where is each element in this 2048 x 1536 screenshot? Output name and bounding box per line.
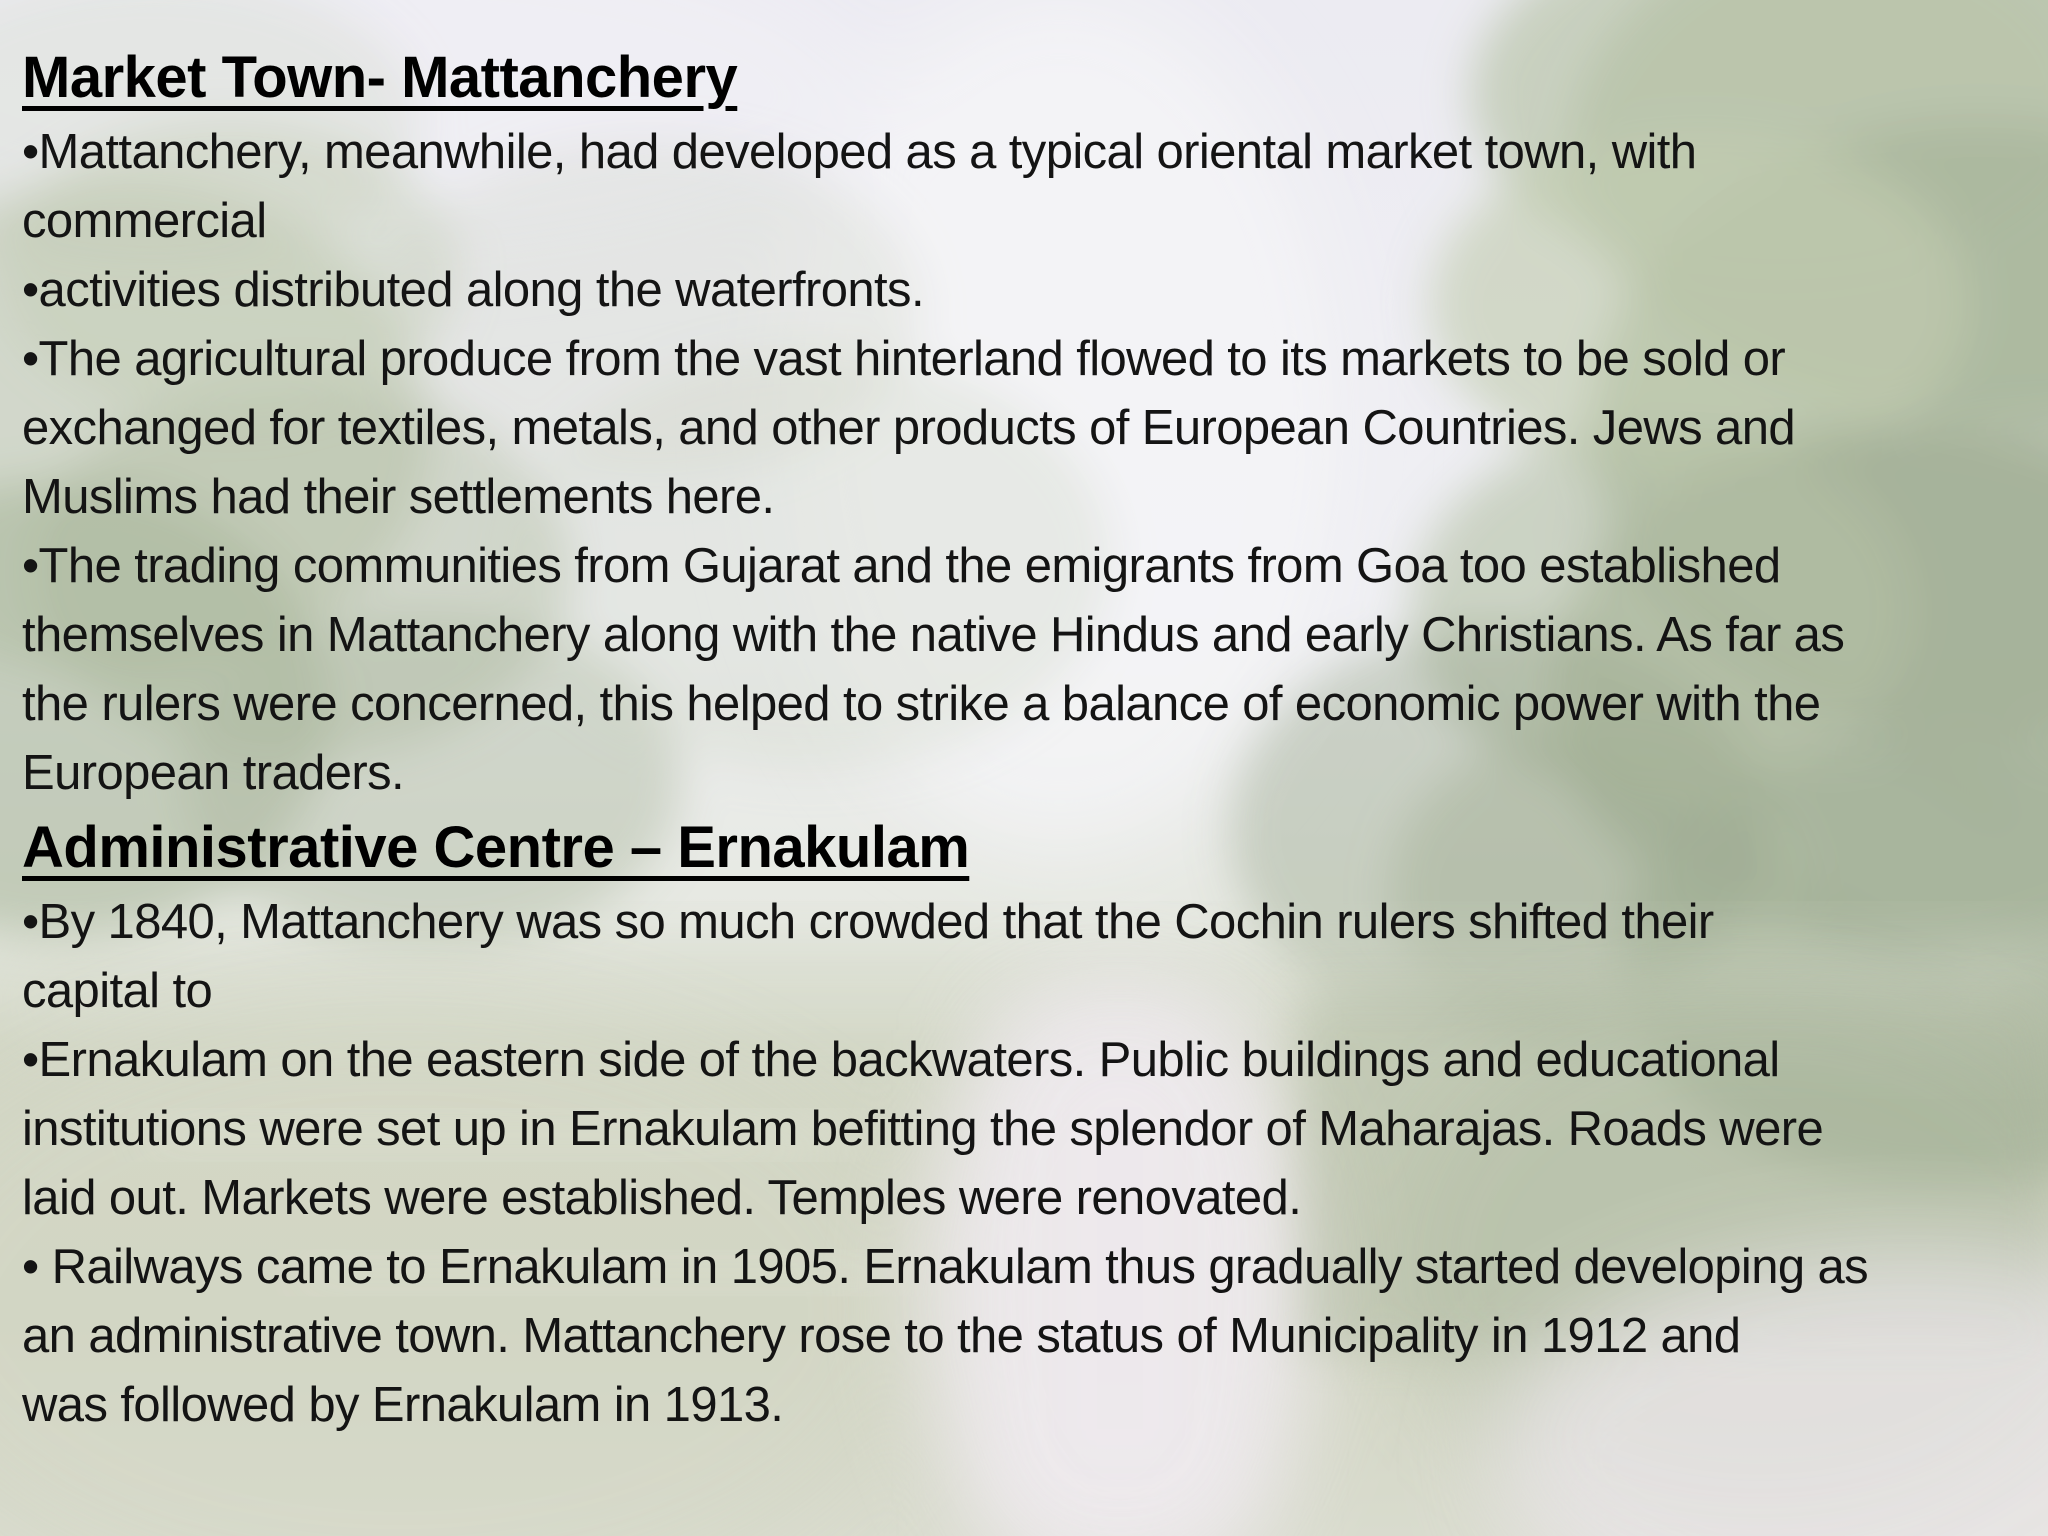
text-line: Muslims had their settlements here. xyxy=(22,470,775,524)
text-line: themselves in Mattanchery along with the native Hindus and early Christians. As far as xyxy=(22,608,1845,662)
text-line: capital to xyxy=(22,964,213,1018)
text-line: the rulers were concerned, this helped to strike a balance of economic power with the xyxy=(22,677,1821,731)
text-line: •The agricultural produce from the vast hinterland flowed to its markets to be sold or xyxy=(22,332,1786,386)
text-line: • Railways came to Ernakulam in 1905. Ernakulam thus gradually started developing as xyxy=(22,1240,1869,1294)
text-line: •activities distributed along the waterfronts. xyxy=(22,263,924,317)
text-line: commercial xyxy=(22,194,267,248)
text-line: European traders. xyxy=(22,746,405,800)
text-line: •The trading communities from Gujarat and the emigrants from Goa too established xyxy=(22,539,1781,593)
text-line: •Mattanchery, meanwhile, had developed as a typical oriental market town, with xyxy=(22,125,1697,179)
text-line: institutions were set up in Ernakulam befitting the splendor of Maharajas. Roads were xyxy=(22,1102,1824,1156)
section-heading: Administrative Centre – Ernakulam xyxy=(22,815,970,880)
text-line: exchanged for textiles, metals, and other products of European Countries. Jews and xyxy=(22,401,1796,455)
text-line: •Ernakulam on the eastern side of the backwaters. Public buildings and educational xyxy=(22,1033,1780,1087)
text-line: •By 1840, Mattanchery was so much crowded that the Cochin rulers shifted their xyxy=(22,895,1714,949)
text-line: was followed by Ernakulam in 1913. xyxy=(22,1378,784,1432)
text-line: an administrative town. Mattanchery rose to the status of Municipality in 1912 and xyxy=(22,1309,1741,1363)
text-line: laid out. Markets were established. Temples were renovated. xyxy=(22,1171,1302,1225)
section-heading: Market Town- Mattanchery xyxy=(22,45,738,110)
